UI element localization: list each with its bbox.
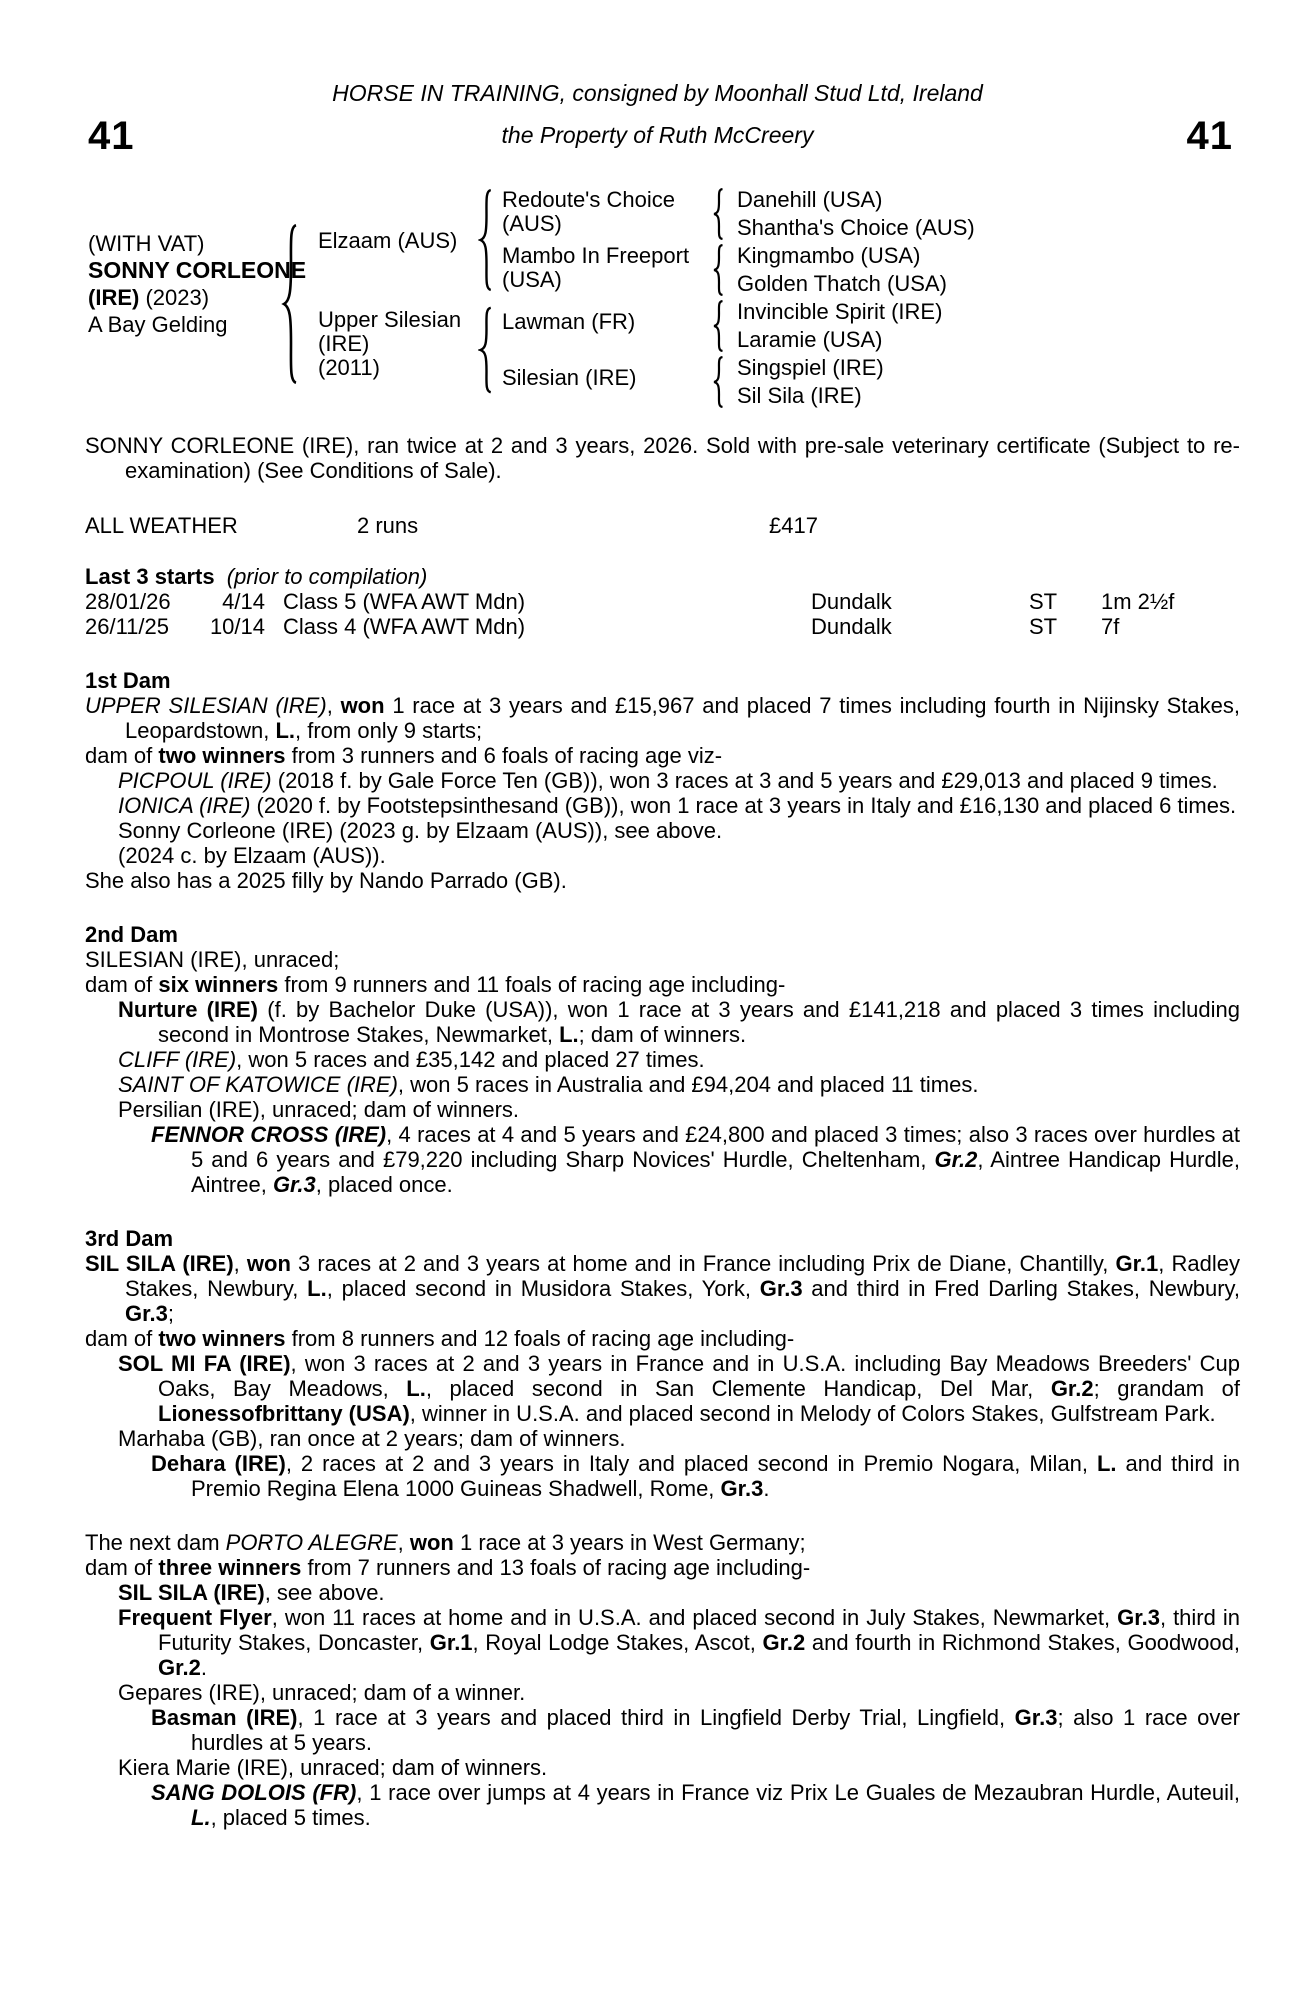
pedigree-paragraph [85,1251,1240,1326]
text-run: . [200,1655,207,1680]
text-run: from 9 runners and 11 foals of racing age including- [278,972,786,997]
pedigree-paragraph [85,1680,1240,1705]
gen3-ancestor: Shantha's Choice (AUS) [737,215,975,240]
text-run: She also has a 2025 filly by Nando Parrado (GB). [85,868,567,893]
race-result-row [85,614,1240,639]
pedigree-section [85,922,1240,1197]
text-run: Gr.2 [934,1147,978,1172]
text-run: (2024 c. by Elzaam (AUS)). [118,843,386,868]
text-run: , won 5 races in Australia and £94,204 and placed 11 times. [397,1072,979,1097]
pedigree-paragraph [85,1451,1240,1501]
pedigree-paragraph [85,693,1240,743]
race-date: 28/01/26 [85,589,171,614]
text-run: PICPOUL (IRE) [118,768,272,793]
pedigree-brace-dam-side [478,306,495,394]
text-run: L. [191,1805,211,1830]
text-run: Gepares (IRE), unraced; dam of a winner. [118,1680,526,1705]
text-run: two winners [158,1326,286,1351]
text-run: , 2 races at 2 and 3 years in Italy and placed second in Premio Nogara, Milan, [285,1451,1097,1476]
text-run: Gr.1 [1115,1251,1159,1276]
text-run: won [340,693,385,718]
text-run: Sonny Corleone (IRE) (2023 g. by Elzaam (AUS)), see above. [118,818,723,843]
grandsire-paternal [502,188,675,236]
lot-number-left: 41 [88,114,135,158]
text-run: ; grandam of [1093,1376,1240,1401]
horse-summary [85,433,1240,483]
pedigree-paragraph [85,972,1240,997]
pedigree-paragraph [85,868,1240,893]
dam-sections [85,668,1240,1830]
text-run: CLIFF (IRE) [118,1047,237,1072]
dam-line: Upper Silesian [318,307,462,332]
horse-name: SONNY CORLEONE [88,257,307,283]
gen3-ancestor: Invincible Spirit (IRE) [737,299,943,324]
text-run: , [233,1251,247,1276]
race-race: Class 5 (WFA AWT Mdn) [283,589,526,614]
race-going: ST [1029,614,1058,639]
text-run: (2020 f. by Footstepsinthesand (GB)), won 1 race at 3 years in Italy and £16,130 and placed 6 times. [250,793,1237,818]
text-run: SILESIAN (IRE), unraced; [85,947,340,972]
text-run: L. [307,1276,327,1301]
pedigree-paragraph [85,818,1240,843]
text-run: SIL SILA (IRE) [118,1580,265,1605]
text-run: Marhaba (GB), ran once at 2 years; dam of winners. [118,1426,626,1451]
text-run: , winner in U.S.A. and placed second in Melody of Colors Stakes, Gulfstream Park. [409,1401,1216,1426]
text-run: SIL SILA (IRE) [85,1251,234,1276]
text-run: Gr.2 [762,1630,806,1655]
grandsire-maternal [502,310,635,334]
vat-note: (WITH VAT) [88,231,205,256]
pedigree-paragraph [85,1755,1240,1780]
text-run: L. [275,718,295,743]
gen3-ancestors [737,186,975,410]
horse-colour-sex: A Bay Gelding [88,312,228,337]
text-run: FENNOR CROSS (IRE) [151,1122,387,1147]
text-run: , see above. [264,1580,385,1605]
text-run: from 7 runners and 13 foals of racing age including- [301,1555,811,1580]
text-run: and third in Fred Darling Stakes, Newbury, [802,1276,1241,1301]
text-run: and fourth in Richmond Stakes, Goodwood, [805,1630,1240,1655]
ancestor-line: Lawman (FR) [502,309,636,334]
race-course: Dundalk [811,589,892,614]
pedigree-paragraph [85,1122,1240,1197]
text-run: L. [559,1022,579,1047]
text-run: , placed once. [315,1172,453,1197]
gen3-ancestor: Sil Sila (IRE) [737,383,862,408]
pedigree-table [0,0,1315,430]
gen3-ancestor: Danehill (USA) [737,187,883,212]
text-run: SONNY CORLEONE (IRE), ran twice at 2 and 3 years, 2026. Sold with pre-sale veterinary certificate (Subject to re-examination) (See Conditions of Sale). [85,433,1240,483]
surface-label: ALL WEATHER [85,513,238,538]
text-run: Gr.2 [158,1655,201,1680]
pedigree-section [85,1530,1240,1830]
pedigree-paragraph [85,1072,1240,1097]
race-position: 10/14 [209,614,265,639]
race-race: Class 4 (WFA AWT Mdn) [283,614,526,639]
text-run: , 1 race at 3 years and placed third in Lingfield Derby Trial, Lingfield, [297,1705,1015,1730]
text-run: , 1 race over jumps at 4 years in France viz Prix Le Guales de Mezaubran Hurdle, Auteuil, [356,1780,1240,1805]
text-run: , placed second in San Clemente Handicap, Del Mar, [425,1376,1051,1401]
text-run: UPPER SILESIAN (IRE) [85,693,327,718]
text-run: , Aintree Handicap Hurdle, Aintree, [191,1147,1240,1197]
text-run: , Royal Lodge Stakes, Ascot, [472,1630,763,1655]
pedigree-brace-gen3 [712,300,726,352]
dam-line: (IRE) [318,331,370,356]
text-run: Gr.3 [125,1301,168,1326]
pedigree-paragraph [85,1780,1240,1830]
text-run: , Radley Stakes, Newbury, [125,1251,1240,1301]
horse-origin: (IRE) [88,285,140,310]
text-run: from 3 runners and 6 foals of racing age viz- [285,743,723,768]
text-run: SANG DOLOIS (FR) [151,1780,357,1805]
text-run: (f. by Bachelor Duke (USA)), won 1 race at 3 years and £141,218 and placed 3 times including second in Montrose Stakes, Newmarket, [158,997,1240,1047]
text-run: L. [1096,1451,1117,1476]
text-run: , won 3 races at 2 and 3 years in France and in U.S.A. including Bay Meadows Breeders' Cup Oaks, Bay Meadows, [158,1351,1240,1401]
pedigree-paragraph [85,793,1240,818]
text-run: SAINT OF KATOWICE (IRE) [118,1072,398,1097]
catalogue-body [85,433,1240,1830]
race-going: ST [1029,589,1058,614]
pedigree-section [85,1226,1240,1501]
text-run: dam of [85,743,159,768]
text-run: dam of [85,972,159,997]
text-run: Dehara (IRE) [151,1451,286,1476]
text-run: Frequent Flyer [118,1605,272,1630]
last-starts-note: (prior to compilation) [226,564,428,589]
race-position: 4/14 [222,589,265,614]
text-run: Gr.3 [1014,1705,1058,1730]
text-run: PORTO ALEGRE [225,1530,398,1555]
horse-year: (2023) [145,285,210,310]
pedigree-paragraph [85,1426,1240,1451]
text-run: L. [406,1376,426,1401]
text-run: six winners [158,972,279,997]
gen3-ancestor: Laramie (USA) [737,327,883,352]
text-run: Basman (IRE) [151,1705,298,1730]
pedigree-paragraph [85,1047,1240,1072]
section-heading: 2nd Dam [85,922,178,947]
dam-name [318,308,461,380]
pedigree-paragraph [85,947,1240,972]
text-run: , third in Futurity Stakes, Doncaster, [158,1605,1240,1655]
ancestor-line: (USA) [502,267,562,292]
text-run: Gr.3 [272,1172,316,1197]
pedigree-brace-sire-side [478,188,495,292]
text-run: , 4 races at 4 and 5 years and £24,800 and placed 3 times; also 3 races over hurdles at 5 and 6 years and £79,220 including Sharp Novices' Hurdle, Cheltenham, [191,1122,1240,1172]
text-run: won [409,1530,454,1555]
text-run: Lionessofbrittany (USA) [158,1401,410,1426]
text-run: three winners [158,1555,302,1580]
text-run: Nurture (IRE) [118,997,259,1022]
text-run: 1 race at 3 years and £15,967 and placed 7 times including fourth in Nijinsky Stakes, Leopardstown, [125,693,1240,743]
race-date: 26/11/25 [85,614,170,639]
pedigree-paragraph [85,843,1240,868]
text-run: Kiera Marie (IRE), unraced; dam of winners. [118,1755,548,1780]
pedigree-paragraph [85,1555,1240,1580]
gen3-ancestor: Kingmambo (USA) [737,243,921,268]
race-result-row [85,589,1240,614]
text-run: ; [167,1301,174,1326]
text-run: , won 5 races and £35,142 and placed 27 times. [236,1047,705,1072]
pedigree-paragraph [85,1605,1240,1680]
gen3-ancestor: Singspiel (IRE) [737,355,884,380]
text-run: , won 11 races at home and in U.S.A. and placed second in July Stakes, Newmarket, [271,1605,1118,1630]
runs-count: 2 runs [357,513,419,538]
text-run: Gr.1 [429,1630,473,1655]
text-run: SOL MI FA (IRE) [118,1351,291,1376]
text-run: Gr.3 [720,1476,764,1501]
pedigree-brace-gen3 [712,244,726,296]
text-run: Gr.3 [759,1276,803,1301]
text-run: 1 race at 3 years in West Germany; [453,1530,806,1555]
pedigree-paragraph [85,1326,1240,1351]
ancestor-line: Redoute's Choice [502,187,675,212]
dam-line: (2011) [318,355,380,380]
text-run: , [397,1530,410,1555]
gen3-ancestor: Golden Thatch (USA) [737,271,947,296]
text-run: ; also 1 race over hurdles at 5 years. [191,1705,1240,1755]
text-run: Gr.2 [1050,1376,1094,1401]
text-run: dam of [85,1326,159,1351]
text-run: ; dam of winners. [578,1022,747,1047]
section-heading: 1st Dam [85,668,171,693]
race-course: Dundalk [811,614,892,639]
last-starts-title: Last 3 starts [85,564,215,589]
pedigree-section [85,668,1240,893]
last-starts-rows [85,589,1240,639]
ancestor-line: Silesian (IRE) [502,365,637,390]
text-run: , placed second in Musidora Stakes, York, [326,1276,760,1301]
text-run: Persilian (IRE), unraced; dam of winners. [118,1097,520,1122]
text-run: , [326,693,341,718]
pedigree-paragraph [85,997,1240,1047]
text-run: and third in Premio Regina Elena 1000 Guineas Shadwell, Rome, [191,1451,1240,1501]
text-run: , from only 9 starts; [295,718,483,743]
pedigree-paragraph [85,768,1240,793]
last-starts-heading [85,564,1240,589]
text-run: IONICA (IRE) [118,793,251,818]
text-run: dam of [85,1555,159,1580]
pedigree-paragraph [85,1705,1240,1755]
race-distance: 7f [1101,614,1120,639]
pedigree-paragraph [85,1097,1240,1122]
text-run: (2018 f. by Gale Force Ten (GB)), won 3 races at 3 and 5 years and £29,013 and placed 9 times. [271,768,1218,793]
text-run: two winners [158,743,286,768]
ancestor-line: (AUS) [502,211,562,236]
text-run: , placed 5 times. [210,1805,371,1830]
text-run: 3 races at 2 and 3 years at home and in France including Prix de Diane, Chantilly, [290,1251,1116,1276]
ancestor-line: Mambo In Freeport [502,243,690,268]
text-run: Gr.3 [1117,1605,1160,1630]
granddam-maternal [502,366,636,390]
pedigree-brace-gen3 [712,188,726,240]
pedigree-brace-main [281,222,301,386]
last-starts-block [85,564,1240,639]
consignor-line: HORSE IN TRAINING, consigned by Moonhall Stud Ltd, Ireland [332,80,983,106]
pedigree-paragraph [85,1580,1240,1605]
text-run: won [246,1251,291,1276]
pedigree-paragraph [85,743,1240,768]
sire-name: Elzaam (AUS) [318,228,458,253]
section-heading: 3rd Dam [85,1226,174,1251]
pedigree-paragraph [85,1351,1240,1426]
text-run: The next dam [85,1530,226,1555]
race-record-row [85,513,1240,538]
text-run: from 8 runners and 12 foals of racing age including- [285,1326,795,1351]
race-distance: 1m 2½f [1101,589,1175,614]
pedigree-paragraph [85,1530,1240,1555]
earnings-value: £417 [769,513,818,538]
property-line: the Property of Ruth McCreery [501,122,814,148]
text-run: . [763,1476,770,1501]
lot-number-right: 41 [1186,114,1233,158]
pedigree-brace-gen3 [712,356,726,408]
granddam-paternal [502,244,689,292]
